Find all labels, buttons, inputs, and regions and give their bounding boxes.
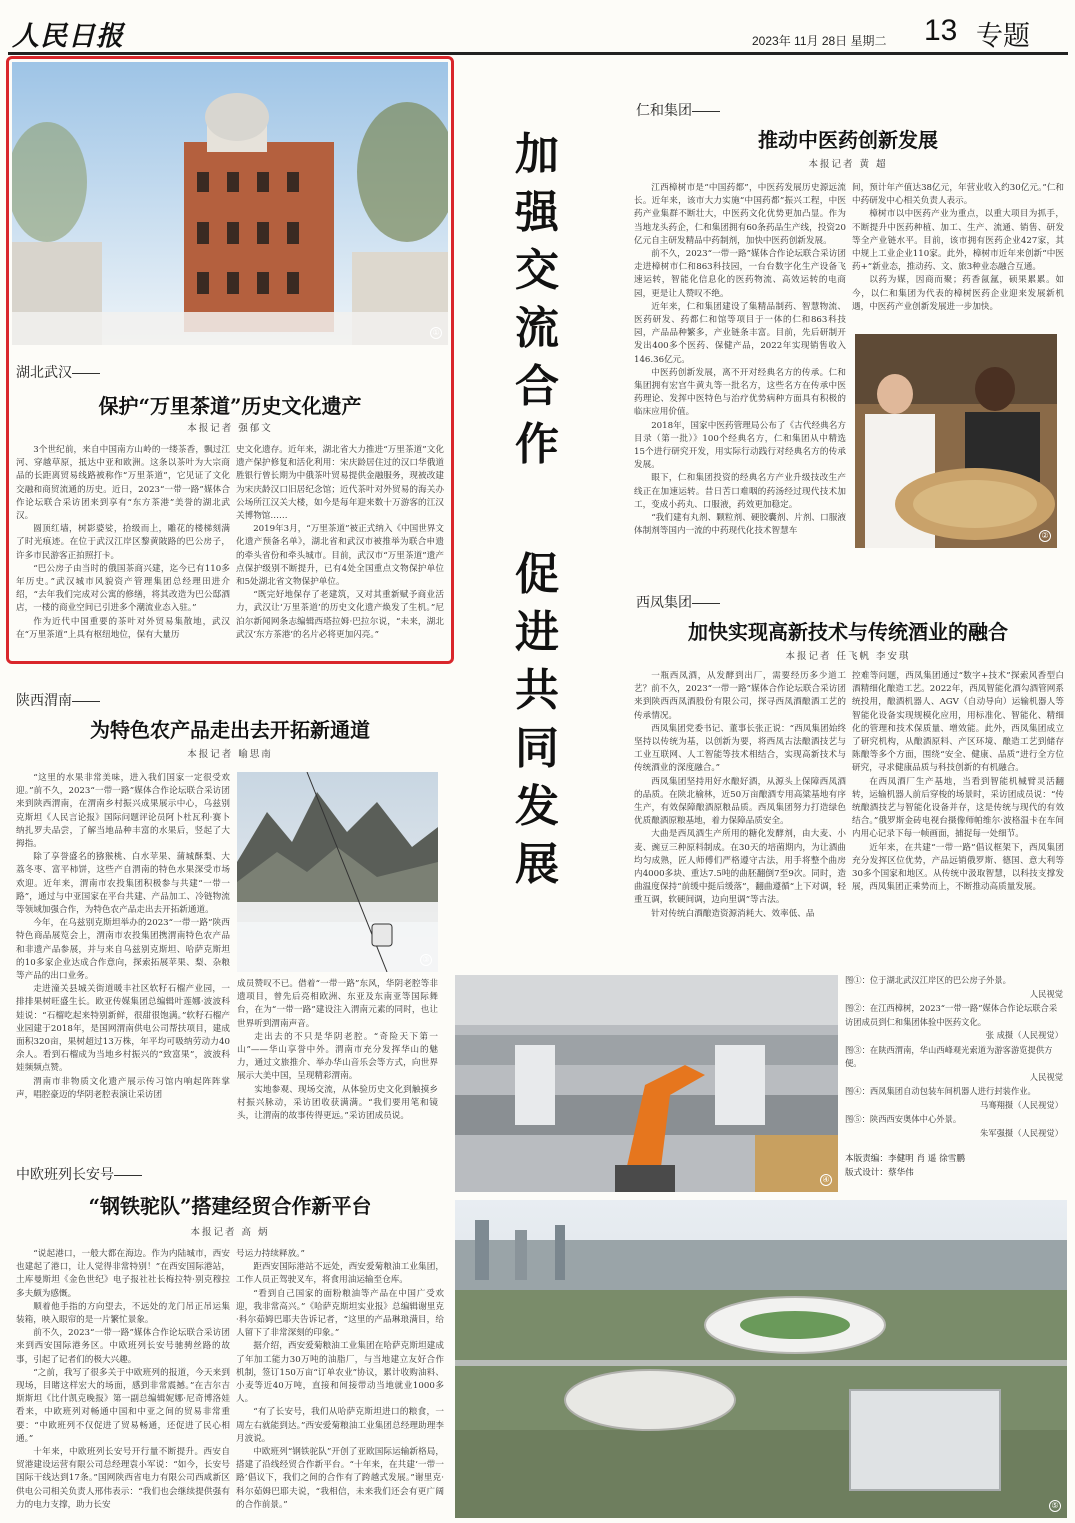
paragraph: 今年，在乌兹别克斯坦举办的2023“一带一路”陕西特色商品展览会上，渭南市农投集团携渭南特色农产品和非遗产品参展，并与来自乌兹别克斯坦、哈萨克斯坦的10多家企业达成合作意向，探索拓展苹果、梨、杂粮等产品的出口业务。 bbox=[16, 918, 230, 982]
paragraph: “有了长安号，我们从哈萨克斯坦进口的粮食，一周左右就能到达。”西安爱菊粮油工业集团总经理助理李月波说。 bbox=[236, 1407, 444, 1444]
paragraph: 近年来，仁和集团建设了集精品制药、智慧物流、医药研发、药都仁和馆等项目于一体的仁和863科技园，产品品种繁多，产业链条丰富。目前，先后研制开发出400多个医药、保健产品，2022年实现销售收入146.36亿元。 bbox=[634, 301, 846, 365]
caption-credit: 张 成摄（人民视觉） bbox=[985, 1030, 1063, 1040]
article-column bbox=[236, 1248, 444, 1518]
byline: 本报记者 强郁文 bbox=[187, 423, 273, 434]
paragraph: 江西樟树市是“中国药都”，中医药发展历史源远流长。近年来，该市大力实施“中国药都”振兴工程，中医药产业集群不断壮大，中医药文化优势更加凸显。作为当地龙头药企，仁和集团拥有60条药品生产线，投资20亿元自主研发精品中药制剂，加快中医药创新发展。 bbox=[634, 183, 846, 246]
paragraph: 圆顶红墙，树影婆娑，拾级而上，雕花的楼梯刻满了时光痕迹。在位于武汉江岸区黎黄陂路的巴公房子，许多市民游客正拍照打卡。 bbox=[16, 524, 230, 561]
paragraph: “说起港口，一般大都在海边。作为内陆城市，西安也建起了港口，让人觉得非常特别！”在西安国际港站，土库曼斯坦《金色世纪》电子报社社长梅拉特·别克穆拉多夫颇为感慨。 bbox=[16, 1249, 230, 1299]
section-name: 专题 bbox=[976, 21, 1030, 52]
byline: 本报记者 喻思南 bbox=[187, 749, 273, 760]
paragraph: 控难等问题，西凤集团通过“数字+技术”探索风香型白酒精细化酿造工艺。2022年，西凤智能化酒勾酒管网系统投用，酿酒机器人、AGV（自动导向）运输机器人等智能化设备实现规模化应用，用标准化、智能化、精细化的管理和技术保质量、增效能。此外，西凤集团成立了研究机构，从酿酒原料、产区环境、酿造工艺到储存陈酿等多个方面，围绕“安全、健康、品质”进行全方位研究，寻求健康品质与科技创新的有机融合。 bbox=[852, 671, 1064, 774]
caption-text: 图④：西凤集团自动包装车间机器人进行封装作业。 bbox=[845, 1086, 1036, 1096]
caption-text: 图②：在江西樟树，2023“一带一路”媒体合作论坛联合采访团成员到仁和集团体验中医药文化。 bbox=[845, 1003, 1058, 1027]
paragraph: 眼下，仁和集团投资的经典名方产业升级技改生产线正在加速运转。昔日苦口难咽的药汤经过现代技术加工，变成小药丸、口服液，药效更加稳定。 bbox=[634, 473, 846, 510]
photo-2-tcm-culture bbox=[855, 334, 1057, 548]
byline: 本报记者 黄 超 bbox=[808, 159, 888, 170]
article-column bbox=[16, 1248, 230, 1518]
paragraph: 十年来，中欧班列长安号开行量不断提升。西安自贸港建设运营有限公司总经理袁小军说：“如今，长安号国际干线达到17条。”国网陕西省电力有限公司西咸新区供电公司相关负责人邢伟表示：“我们也会继续提供强有力的电力支撑，助力长安 bbox=[16, 1447, 230, 1510]
caption bbox=[845, 1113, 1063, 1140]
paragraph: 渭南市非物质文化遗产展示传习馆内响起阵阵掌声，唱腔豪迈的华阴老腔表演让采访团 bbox=[16, 1076, 230, 1100]
caption bbox=[845, 1044, 1063, 1085]
paragraph: 在西凤酒厂生产基地，当看到智能机械臂灵活翻转，运输机器人前后穿梭的场景时，采访团成员说：“传统酿酒技艺与智能化设备并存，这是传统与现代的有效结合。”俄罗斯金砖电视台摄像师帕维尔·波格温卡在车间内用心记录下每一帧画面，捕捉每一处细节。 bbox=[852, 776, 1064, 840]
caption bbox=[845, 1002, 1063, 1043]
masthead bbox=[0, 0, 1075, 56]
paragraph: 3个世纪前，来自中国南方山岭的一缕茶香，飘过江河、穿越草原，抵达中亚和欧洲。这条以茶叶为大宗商品的长距离贸易线路被称作“万里茶道”，它见证了文化交融和商贸流通的历史。近日，2023“一带一路”媒体合作论坛联合采访团来到享有“东方茶港”美誉的湖北武汉。 bbox=[16, 445, 230, 522]
photo-number-badge: ③ bbox=[420, 954, 432, 966]
paragraph: 前不久，2023“一带一路”媒体合作论坛联合采访团来到西安国际港务区。中欧班列长安号驰骋丝路的故事，引起了记者们的极大兴趣。 bbox=[16, 1328, 230, 1365]
paragraph: 西凤集团党委书记、董事长张正说：“西凤集团始终坚持以传统为基，以创新为要，将西凤古法酿酒技艺与工业互联网、人工智能等技术相结合，实现高新技术与传统酒业的深度融合。” bbox=[634, 723, 846, 774]
paragraph: 除了享誉盛名的猕猴桃、白水苹果、蒲城酥梨、大荔冬枣、富平柿饼，这些产自渭南的特色水果深受市场欢迎。近年来，渭南市农投集团积极参与共建“一带一路”，通过与中亚国家在平台共建、产品加工、冷链物流等领域加强合作，为特色农产品走出去开拓新通道。 bbox=[16, 852, 230, 916]
paragraph: 2018年，国家中医药管理局公布了《古代经典名方目录（第一批）》100个经典名方，仁和集团从中精选15个进行研究开发，用实际行动践行对经典名方的传承发展。 bbox=[634, 420, 846, 471]
photo-number-badge: ② bbox=[1039, 530, 1051, 542]
caption-credit: 人民视觉 bbox=[1029, 1071, 1063, 1082]
byline: 本报记者 任飞帆 李安琪 bbox=[785, 651, 911, 662]
caption-text: 图①：位于湖北武汉江岸区的巴公房子外景。 bbox=[845, 975, 1011, 985]
article-column bbox=[237, 978, 438, 1154]
paragraph: 一瓶西凤酒，从发酵到出厂，需要经历多少道工艺？前不久，2023“一带一路”媒体合作论坛联合采访团来到陕西西凤酒股份有限公司，探寻西凤酒酿酒工艺的传承情况。 bbox=[634, 671, 846, 721]
paragraph: 号运力持续释放。” bbox=[236, 1249, 305, 1259]
vertical-title-2: 促进共同发展 bbox=[515, 549, 559, 890]
caption-credit: 马骞翔摄（人民视觉） bbox=[980, 1099, 1063, 1110]
article-column bbox=[16, 772, 230, 1154]
paragraph: 中医药创新发展，离不开对经典名方的传承。仁和集团拥有宏宫牛黄丸等一批名方，这些名方在传承中医药理论、发挥中医特色与治疗优势病种方面具有积极的临床应用价值。 bbox=[634, 367, 846, 418]
region-label: 湖北武汉—— bbox=[16, 364, 100, 380]
paragraph: 樟树市以中医药产业为重点，以重大项目为抓手，不断提升中医药种植、加工、生产、流通、销售、研发等全产业链水平。目前，该市拥有医药企业427家，其中规上工业企业110家。此外，樟树市近年来创新“中医药+”新业态，推动药、文、旅3种业态融合互通。 bbox=[852, 209, 1064, 273]
photo-number-badge: ④ bbox=[820, 1174, 832, 1186]
region-label: 西凤集团—— bbox=[636, 594, 720, 610]
paragraph: 针对传统白酒酿造资源消耗大、效率低、品 bbox=[651, 908, 815, 919]
region-label: 陕西渭南—— bbox=[16, 692, 100, 708]
newspaper-logo: 人民日报 bbox=[12, 21, 124, 52]
paragraph: 2019年3月，“万里茶道”被正式纳入《中国世界文化遗产预备名单》，湖北省和武汉市被推举为联合申遗的牵头省份和牵头城市。目前，武汉市“万里茶道”遗产点保护级别不断提升，已有4处全国重点文物保护单位和5处湖北省文物保护单位。 bbox=[236, 524, 444, 588]
paragraph: 成员赞叹不已。借着“一带一路”东风，华阴老腔等非遗项目，曾先后亮相欧洲、东亚及东南亚等国际舞台，在为“一带一路”建设注入渭南元素的同时，也让世界听到渭南声音。 bbox=[237, 979, 438, 1029]
photo-4-packaging-robot bbox=[455, 975, 838, 1192]
caption-credit: 人民视觉 bbox=[1029, 988, 1063, 999]
paragraph: “既完好地保存了老建筑，又对其重新赋予商业活力，武汉让‘万里茶道’的历史文化遗产焕发了生机。”尼泊尔新闻网条志编辑西塔拉姆·巴拉尔说，“未来，湖北武汉‘东方茶港’的名片必将更加闪亮。” bbox=[236, 590, 444, 640]
caption bbox=[845, 1085, 1063, 1112]
article-column bbox=[634, 670, 846, 942]
headline: 为特色农产品走出去开拓新通道 bbox=[90, 718, 370, 742]
paragraph: 作为近代中国重要的茶叶对外贸易集散地，武汉在“万里茶道”上具有枢纽地位，保有大量历 bbox=[16, 616, 230, 640]
page-number: 13 bbox=[924, 14, 958, 47]
paragraph: 中欧班列“钢铁驼队”开创了亚欧国际运输新格局，搭建了沿线经贸合作新平台。“十年来，在共建‘一带一路’倡议下，我们之间的合作有了跨越式发展。”谢里克·科尔茹姆巴耶夫说，“我相信，未来我们还会有更广阔的合作前景。” bbox=[236, 1447, 444, 1510]
paragraph: “我们建有丸剂、颗粒剂、硬胶囊剂、片剂、口服液体制剂等国内一流的中药现代化技术智慧车 bbox=[634, 513, 846, 537]
byline: 本报记者 高 炳 bbox=[190, 1227, 270, 1238]
region-label: 中欧班列长安号—— bbox=[16, 1166, 142, 1182]
editors-line: 本版责编：李健明 肖 遥 徐雪鹏 bbox=[845, 1154, 965, 1164]
caption bbox=[845, 974, 1063, 1001]
paragraph: 距西安国际港站不远处，西安爱菊粮油工业集团，工作人员正驾驶叉车，将食用油运输至仓库。 bbox=[236, 1262, 444, 1286]
caption-text: 图⑤：陕西西安奥体中心外景。 bbox=[845, 1114, 962, 1124]
paragraph: “这里的水果非常美味，进入我们国家一定很受欢迎。”前不久，2023“一带一路”媒体合作论坛联合采访团来到陕西渭南，在渭南乡村振兴成果展示中心，乌兹别克斯坦《人民言论报》国际问题评论员阿卜杜瓦利·赛卜纳扎罗夫品尝，了解当地品种丰富的水果后，竖起了大拇指。 bbox=[16, 773, 230, 850]
paragraph: 史文化遗存。近年来，湖北省大力推进“万里茶道”文化遗产保护修复和活化利用：宋庆龄居住过的汉口华俄道胜银行曾长期为中俄茶叶贸易提供金融服务，现被改建为宋庆龄汉口旧居纪念馆；近代茶叶对外贸易的海关办公场所江汉关大楼，如今是每年迎来数十万游客的江汉关博物馆…… bbox=[236, 445, 444, 522]
paragraph: 前不久，2023“一带一路”媒体合作论坛联合采访团走进樟树市仁和863科技园，一台台数字化生产设备飞速运转，智能化信息化的医药物流、高效运转的电商园，更是让人赞叹不绝。 bbox=[634, 249, 846, 299]
headline: 推动中医药创新发展 bbox=[758, 128, 938, 152]
caption-credit: 朱军强摄（人民视觉） bbox=[980, 1127, 1063, 1138]
paragraph: 实地参观、现场交流，从体验历史文化到触摸乡村振兴脉动，采访团收获满满。“我们要用笔和镜头，让渭南的故事传得更远。”采访团成员说。 bbox=[237, 1084, 438, 1122]
paragraph: “看到自己国家的面粉粮油等产品在中国广受欢迎，我非常高兴。”《哈萨克斯坦实业报》总编辑谢里克·科尔茹姆巴耶夫告诉记者，“这里的产品琳琅满目，给人留下了非常深刻的印象。” bbox=[236, 1288, 444, 1339]
article-column bbox=[852, 182, 1064, 328]
vertical-title-1: 加强交流合作 bbox=[515, 129, 559, 470]
designer-line: 版式设计：蔡华伟 bbox=[845, 1168, 914, 1178]
editor-credits bbox=[845, 1152, 1063, 1180]
region-label: 仁和集团—— bbox=[636, 102, 720, 118]
paragraph: 近年来，在共建“一带一路”倡议框架下，西凤集团充分发挥区位优势，产品远销俄罗斯、德国、意大利等30多个国家和地区。从传统中汲取智慧，以科技支撑发展，西凤集团正乘势而上，不断推动高质量发展。 bbox=[852, 842, 1064, 893]
article-column bbox=[852, 670, 1064, 942]
caption-text: 图③：在陕西渭南，华山西峰观光索道为游客游览提供方便。 bbox=[845, 1044, 1053, 1068]
photo-3-huashan-cableway bbox=[237, 772, 438, 972]
photo-captions bbox=[845, 974, 1063, 1141]
photo-5-olympic-center bbox=[455, 1200, 1067, 1518]
headline: “钢铁驼队”搭建经贸合作新平台 bbox=[88, 1194, 372, 1218]
paragraph: 走出去的不只是华阴老腔。“奇险天下第一山”——华山享誉中外。渭南市充分发挥华山的魅力，通过文旅推介、举办华山音乐会等方式，向世界展示大美中国，呈现精彩渭南。 bbox=[237, 1031, 438, 1082]
paragraph: “巴公房子由当时的俄国茶商兴建，迄今已有110多年历史。”武汉城市风貌资产管理集团总经理田进介绍，“去年我们完成对公寓的修缮，将其改造为巴公邸酒店，一楼的商业空间已引进多个潮流业态入驻。” bbox=[16, 563, 230, 614]
headline: 保护“万里茶道”历史文化遗产 bbox=[98, 394, 362, 418]
headline: 加快实现高新技术与传统酒业的融合 bbox=[688, 620, 1008, 644]
masthead-rule bbox=[8, 52, 1068, 55]
paragraph: 大曲是西凤酒生产所用的糖化发酵剂，由大麦、小麦、豌豆三种原料制成。在30天的培菌期内，为让酒曲均匀成熟，匠人师傅们严格遵守古法，用手将整个曲房内4000多块、重达7.5吨的曲胚翻倒7至9次。同时，造曲温度保持“前缓中挺后缓落”，翻曲遵循“上下对调，轻重互调，软硬间调，边向里调”等古法。 bbox=[634, 829, 846, 906]
issue-date: 2023年 11月 28日 星期二 bbox=[752, 34, 887, 48]
paragraph: 西凤集团坚持用好水酿好酒，从源头上保障西凤酒的品质。在陕北榆林，近50万亩酿酒专用高粱基地有序生产，有效保障酿酒原粮品质。西凤集团努力打造绿色优质酿酒原粮基地，着力保障品质安全。 bbox=[634, 776, 846, 827]
paragraph: 顺着他手指的方向望去，不远处的龙门吊正吊运集装箱，映入眼帘的是一片繁忙景象。 bbox=[16, 1301, 230, 1326]
paragraph: 以药为媒，因商而聚；药香氤氲，硕果累累。如今，以仁和集团为代表的樟树医药企业迎来发展新机遇，中医药产业创新发展进一步加快。 bbox=[852, 275, 1064, 312]
paragraph: 间，预计年产值达38亿元，年营业收入约30亿元。”仁和中药研发中心相关负责人表示。 bbox=[852, 183, 1064, 207]
paragraph: 走进潼关县城关街道暖丰社区软籽石榴产业园，一排排果树旺盛生长。欧亚传媒集团总编辑叶莲娜·波波科娃说：“石榴吃起来特别新鲜，很甜很饱满。”软籽石榴产业园建于2018年，是国网渭南供电公司帮扶项目，建成面积320亩，果树超过13万株，年平均可吸纳劳动力40余人。看到石榴成为当地乡村振兴的“致富果”，波波科娃频频点赞。 bbox=[16, 984, 230, 1074]
paragraph: 据介绍，西安爱菊粮油工业集团在哈萨克斯坦建成了年加工能力30万吨的油脂厂，与当地建立友好合作机制，签订150万亩“订单农业”协议，累计收购油料、小麦等近40万吨，直接和间接带动当地就业1000多人。 bbox=[236, 1341, 444, 1405]
paragraph: “之前，我写了很多关于中欧班列的报道，今天来到现场，目睹这样宏大的场面，感到非常震撼。”在吉尔吉斯斯坦《比什凯克晚报》第一副总编辑妮娜·尼奇博洛娃看来，中欧班列对畅通中国和中亚之间的贸易非常重要：“中欧班列不仅促进了贸易畅通，还促进了民心相通。” bbox=[16, 1367, 230, 1444]
highlight-frame bbox=[6, 56, 454, 664]
photo-number-badge: ⑤ bbox=[1049, 1500, 1061, 1512]
photo-number-badge: ① bbox=[430, 327, 442, 339]
article-column bbox=[634, 182, 846, 548]
